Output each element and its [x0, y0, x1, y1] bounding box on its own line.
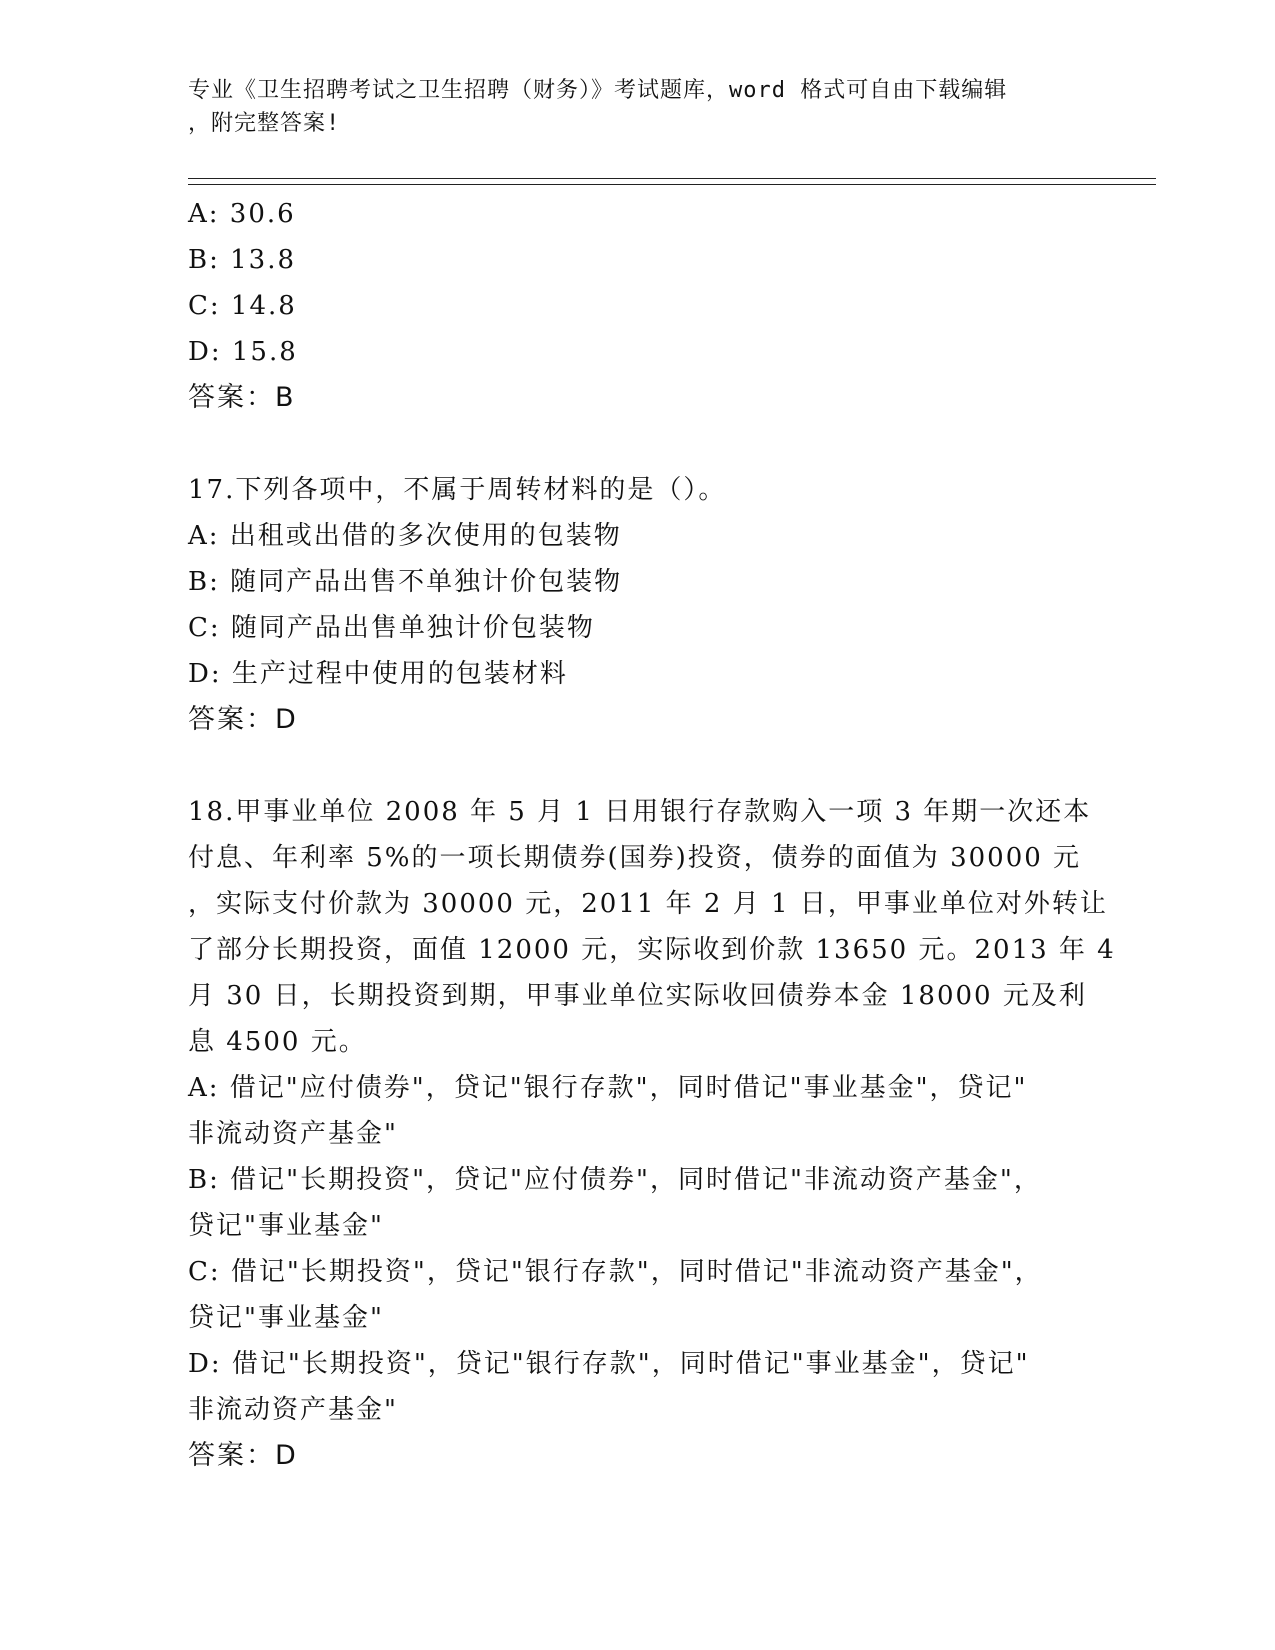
question-17	[188, 467, 1088, 743]
option-c: C: 随同产品出售单独计价包装物	[188, 613, 595, 643]
question-stem-line: ，实际支付价款为 30000 元，2011 年 2 月 1 日，甲事业单位对外转让	[188, 889, 1108, 919]
header-rule-bottom	[188, 184, 1156, 185]
header-line-1: 专业《卫生招聘考试之卫生招聘（财务）》考试题库，word 格式可自由下载编辑	[188, 78, 1008, 103]
option-b: B: 随同产品出售不单独计价包装物	[188, 567, 623, 597]
option-d: D: 15.8	[188, 337, 298, 367]
option-b-line-1: B: 借记"长期投资"，贷记"应付债券"，同时借记"非流动资产基金"，	[188, 1165, 1042, 1195]
question-spacer	[188, 743, 1088, 789]
question-stem: 17.下列各项中，不属于周转材料的是（）。	[188, 475, 727, 505]
option-a-line-1: A: 借记"应付债券"，贷记"银行存款"，同时借记"事业基金"，贷记"	[188, 1073, 1028, 1103]
question-stem-line: 了部分长期投资，面值 12000 元，实际收到价款 13650 元。2013 年 4	[188, 935, 1116, 965]
header-line-2: ，附完整答案!	[188, 111, 341, 136]
question-stem-line: 18.甲事业单位 2008 年 5 月 1 日用银行存款购入一项 3 年期一次还本	[188, 797, 1092, 827]
option-d-line-1: D: 借记"长期投资"，贷记"银行存款"，同时借记"事业基金"，贷记"	[188, 1349, 1030, 1379]
question-stem-line: 月 30 日，长期投资到期，甲事业单位实际收回债券本金 18000 元及利	[188, 981, 1087, 1011]
option-d-line-2: 非流动资产基金"	[188, 1395, 398, 1425]
document-header	[188, 74, 1068, 140]
option-c-line-1: C: 借记"长期投资"，贷记"银行存款"，同时借记"非流动资产基金"，	[188, 1257, 1043, 1287]
answer: 答案：B	[188, 382, 296, 413]
answer: 答案：D	[188, 704, 298, 735]
option-d: D: 生产过程中使用的包装材料	[188, 659, 568, 689]
option-b: B: 13.8	[188, 245, 297, 275]
question-list	[188, 191, 1116, 1479]
question-18	[188, 789, 1116, 1479]
option-a-line-2: 非流动资产基金"	[188, 1119, 398, 1149]
header-rule-top	[188, 178, 1156, 179]
option-a: A: 30.6	[188, 199, 296, 229]
option-c-line-2: 贷记"事业基金"	[188, 1303, 384, 1333]
answer: 答案：D	[188, 1440, 298, 1471]
question-16	[188, 191, 1088, 421]
question-stem-line: 息 4500 元。	[188, 1027, 367, 1057]
option-b-line-2: 贷记"事业基金"	[188, 1211, 384, 1241]
option-a: A: 出租或出借的多次使用的包装物	[188, 521, 622, 551]
option-c: C: 14.8	[188, 291, 297, 321]
question-stem-line: 付息、年利率 5%的一项长期债券(国券)投资，债券的面值为 30000 元	[188, 843, 1082, 873]
question-spacer	[188, 421, 1088, 467]
